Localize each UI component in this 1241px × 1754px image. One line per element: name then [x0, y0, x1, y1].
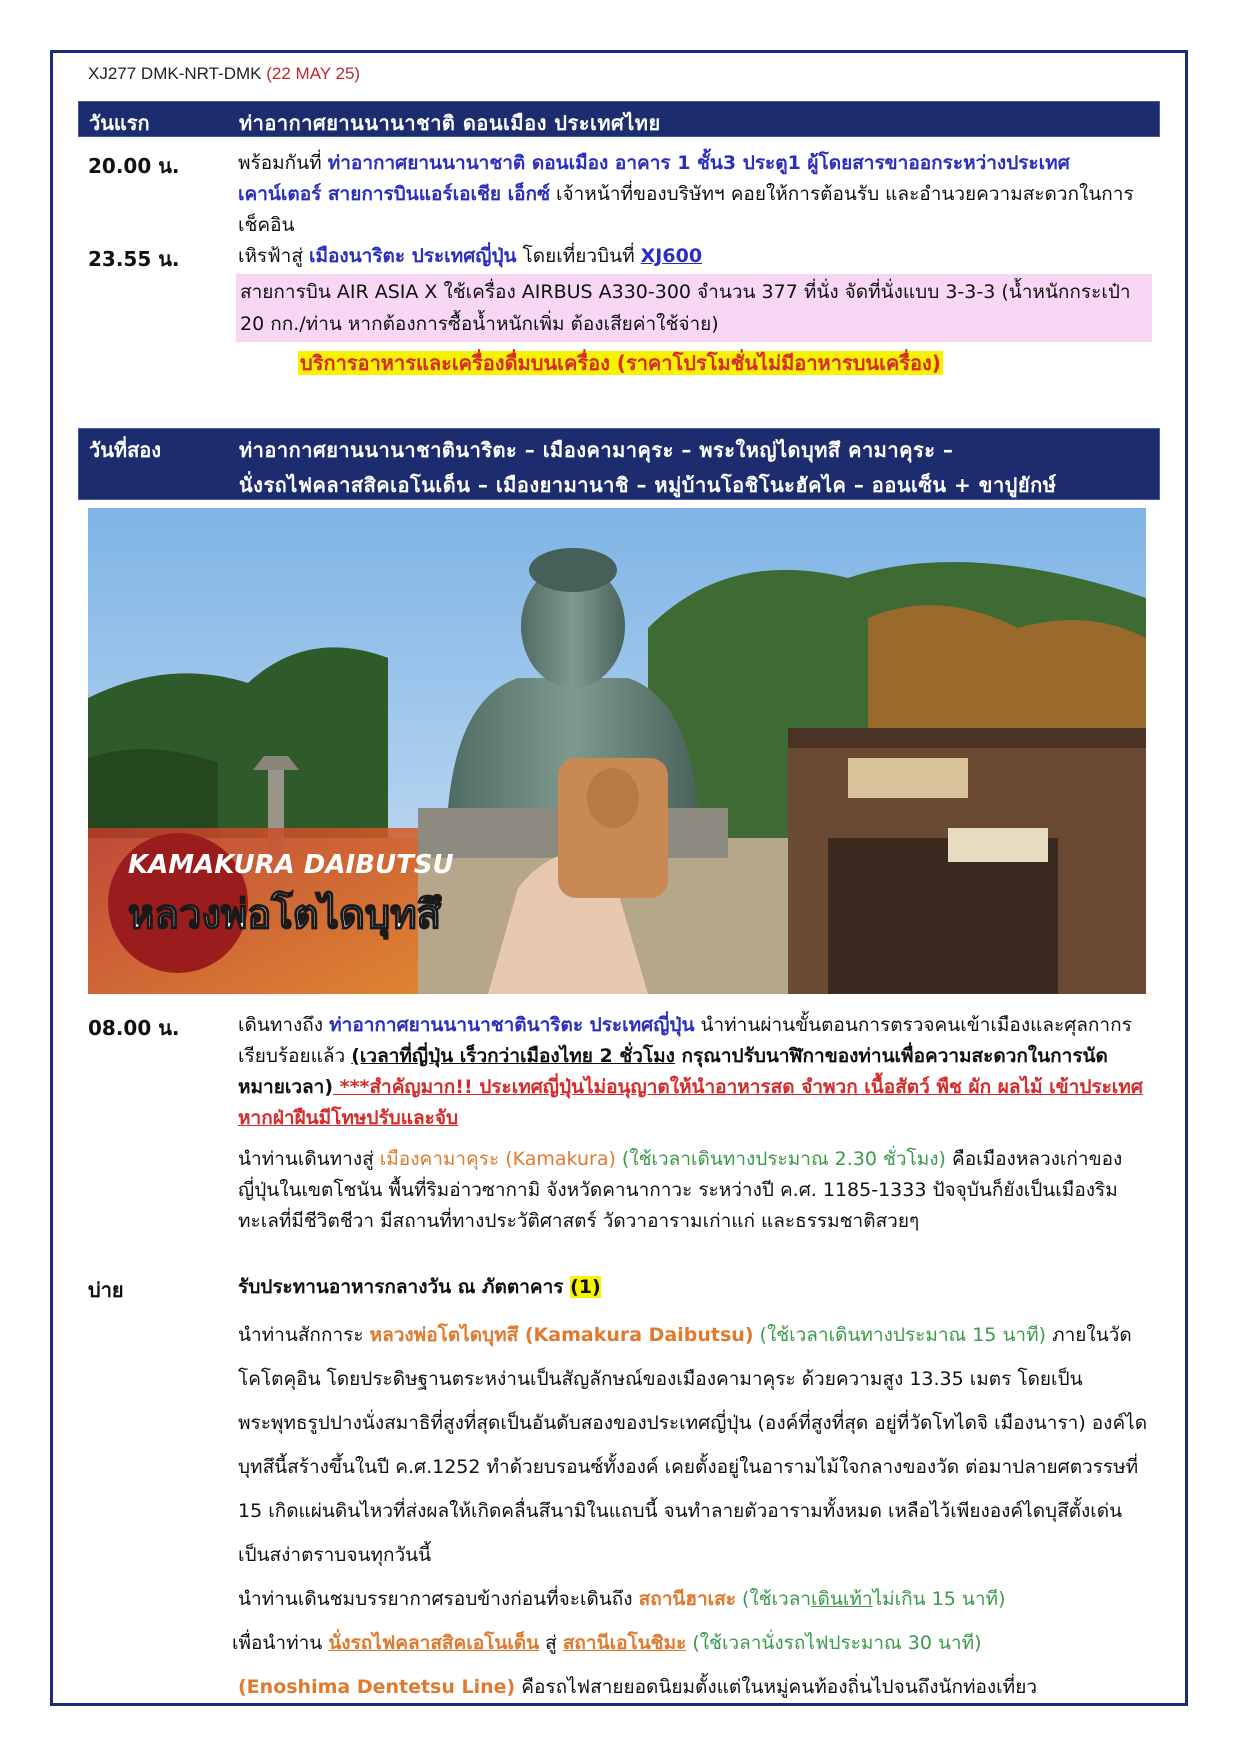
- travel-time: (ใช้เวลานั่งรถไฟประมาณ 30 นาที): [686, 1632, 982, 1654]
- text-span: โดยเที่ยวบินที่: [516, 245, 641, 267]
- meal-number: (1): [570, 1276, 601, 1298]
- travel-time: (ใช้เวลา: [735, 1588, 812, 1610]
- meal-notice-text: บริการอาหารและเครื่องดื่มบนเครื่อง (ราคาโปรโมชั่นไม่มีอาหารบนเครื่อง): [300, 351, 941, 375]
- day2-label: วันที่สอง: [89, 438, 162, 462]
- enoden-line-name: (Enoshima Dentetsu Line): [238, 1676, 516, 1698]
- day2-header-bar: [78, 428, 1160, 500]
- day2-time-2: บ่าย: [88, 1278, 124, 1302]
- day2-title-line1: ท่าอากาศยานนานาชาตินาริตะ – เมืองคามาคุระ – พระใหญ่ไดบุทสึ คามาคุระ –: [239, 438, 954, 462]
- day2-title-line2: นั่งรถไฟคลาสสิคเอโนเด็น – เมืองยามานาชิ – หมู่บ้านโอชิโนะฮัคไค – ออนเซ็น + ขาปูยักษ์: [239, 473, 1057, 497]
- text-span: คือเมืองหลวงเก่าของญี่ปุ่นในเขตโชนัน พื้นที่ริมอ่าวซากามิ จังหวัดคานากาวะ ระหว่างปี ค.ศ. 1185-1333 ปัจจุบันก็ยังเป็นเมืองริมทะเลที่มีชีวิตชีวา มีสถานที่ทางประวัติศาสตร์ วัดวาอารามเก่าแก่ และธรรมชาติสวยๆ: [238, 1148, 1123, 1232]
- day2-paragraph-daibutsu: [238, 1313, 1150, 1577]
- travel-time: ไม่เกิน 15 นาที): [872, 1588, 1006, 1610]
- daibutsu-name: หลวงพ่อโตไดบุทสึ (Kamakura Daibutsu): [369, 1324, 754, 1346]
- photo-title-en: KAMAKURA DAIBUTSU: [128, 850, 454, 880]
- day1-label: วันแรก: [89, 111, 150, 135]
- text-span: รับประทานอาหารกลางวัน ณ ภัตตาคาร: [238, 1276, 571, 1298]
- day2-paragraph-kamakura: [238, 1144, 1150, 1237]
- photo-title-th: หลวงพ่อโตไดบุทสึ: [128, 892, 441, 938]
- text-span: ภายในวัดโคโตคุอิน โดยประดิษฐานตระหง่านเป็นสัญลักษณ์ของเมืองคามาคุระ ด้วยความสูง 13.35 เมตร โดยเป็นพระพุทธรูปปางนั่งสมาธิที่สูงที่สุดเป็นอันดับสองของประเทศญี่ปุ่น (องค์ที่สูงที่สุด อยู่ที่วัดโทไดจิ เมืองนารา) องค์ไดบุทสึนี้สร้างขึ้นในปี ค.ศ.1252 ทำด้วยบรอนซ์ทั้งองค์ เคยตั้งอยู่ในอารามไม้ใจกลางของวัด ต่อมาปลายศตวรรษที่ 15 เกิดแผ่นดินไหวที่ส่งผลให้เกิดคลื่นสึนามิในแถบนี้ จนทำลายตัวอารามทั้งหมด เหลือไว้เพียงองค์ไดบุสึตั้งเด่นเป็นสง่าตราบจนทุกวันนี้: [238, 1324, 1148, 1566]
- day2-paragraph-arrival: [238, 1010, 1150, 1134]
- day2-paragraph-enoden-desc: [238, 1665, 1150, 1709]
- text-span: นำท่านสักการะ: [238, 1324, 370, 1346]
- meal-notice: [0, 347, 1241, 379]
- travel-time: (ใช้เวลาเดินทางประมาณ 2.30 ชั่วโมง): [615, 1148, 946, 1170]
- day1-paragraph-2: [238, 241, 1150, 272]
- day1-header-bar: [78, 101, 1160, 137]
- text-span: พร้อมกันที่: [238, 152, 328, 174]
- flight-number: XJ600: [640, 245, 703, 267]
- airport-meeting-point: ท่าอากาศยานนานาชาติ ดอนเมือง อาคาร 1 ชั้น3 ประตู1 ผู้โดยสารขาออกระหว่างประเทศ เคาน์เตอร์ สายการบินแอร์เอเชีย เอ็กซ์: [238, 152, 1070, 205]
- day2-time-1: 08.00 น.: [88, 1016, 180, 1040]
- text-span: นำท่านเดินทางสู่: [238, 1148, 380, 1170]
- import-warning: ***สำคัญมาก!! ประเทศญี่ปุ่นไม่อนุญาตให้นำอาหารสด จำพวก เนื้อสัตว์ พืช ผัก ผลไม้ เข้าประเทศ หากฝ่าฝืนมีโทษปรับและจับ: [238, 1076, 1143, 1129]
- kamakura-city: เมืองคามาคุระ (Kamakura): [379, 1148, 616, 1170]
- text-span: เดินทางถึง: [238, 1014, 330, 1036]
- destination-city: เมืองนาริตะ ประเทศญี่ปุ่น: [308, 245, 517, 267]
- flight-date: (22 MAY 25): [266, 64, 361, 83]
- text-span: คือรถไฟสายยอดนิยมตั้งแต่ในหมู่คนท้องถิ่นไปจนถึงนักท่องเที่ยว: [515, 1676, 1038, 1698]
- text-span: สู่: [539, 1632, 563, 1654]
- text-span: นำท่านผ่านขั้นตอนการตรวจคนเข้าเมืองและศุลกากร เรียบร้อยแล้ว: [238, 1014, 1132, 1067]
- walk-word: เดินเท้า: [811, 1588, 873, 1610]
- day1-paragraph-1: [238, 148, 1150, 241]
- day2-paragraph-enoden: [232, 1621, 1144, 1665]
- day1-time-1: 20.00 น.: [88, 154, 180, 178]
- travel-time: (ใช้เวลาเดินทางประมาณ 15 นาที): [753, 1324, 1047, 1346]
- hase-station: สถานีฮาเสะ: [638, 1588, 736, 1610]
- photo-illustration: [88, 508, 1146, 994]
- kamakura-daibutsu-photo: [88, 508, 1146, 994]
- text-span: เหิรฟ้าสู่: [238, 245, 309, 267]
- day2-paragraph-hase: [238, 1577, 1150, 1621]
- flight-code: XJ277 DMK-NRT-DMK: [88, 64, 262, 83]
- clock-adjust-note: กรุณาปรับนาฬิกาของท่านเพื่อความสะดวกในการนัดหมายเวลา): [238, 1045, 1108, 1098]
- text-span: เจ้าหน้าที่ของบริษัทฯ คอยให้การต้อนรับ และอำนวยความสะดวกในการเช็คอิน: [238, 183, 1134, 236]
- text-span: เพื่อนำท่าน: [232, 1632, 329, 1654]
- flight-info-box: สายการบิน AIR ASIA X ใช้เครื่อง AIRBUS A330-300 จำนวน 377 ที่นั่ง จัดที่นั่งแบบ 3-3-3 (น้ำหนักกระเป๋า 20 กก./ท่าน หากต้องการซื้อน้ำหนักเพิ่ม ต้องเสียค่าใช้จ่าย): [236, 274, 1152, 342]
- day1-time-2: 23.55 น.: [88, 247, 180, 271]
- narita-airport: ท่าอากาศยานนานาชาตินาริตะ ประเทศญี่ปุ่น: [329, 1014, 695, 1036]
- enoshima-station: สถานีเอโนชิมะ: [562, 1632, 687, 1654]
- enoden-train: นั่งรถไฟคลาสสิคเอโนเด็น: [328, 1632, 540, 1654]
- document-header: [88, 64, 360, 84]
- text-span: นำท่านเดินชมบรรยากาศรอบข้างก่อนที่จะเดินถึง: [238, 1588, 639, 1610]
- day2-lunch: [238, 1272, 1150, 1303]
- day1-title: ท่าอากาศยานนานาชาติ ดอนเมือง ประเทศไทย: [239, 111, 661, 135]
- time-difference-note: (เวลาที่ญี่ปุ่น เร็วกว่าเมืองไทย 2 ชั่วโมง: [351, 1045, 675, 1067]
